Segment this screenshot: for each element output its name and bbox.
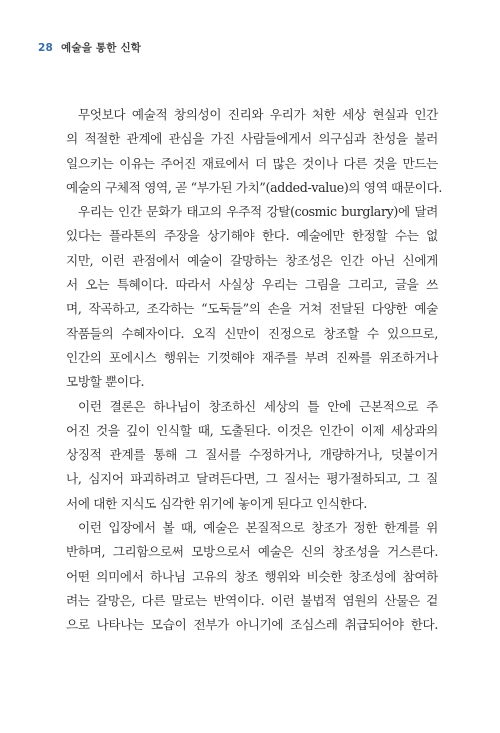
text-line: 있다는 플라톤의 주장을 상기해야 한다. 예술에만 한정할 수는 없 xyxy=(66,228,438,244)
book-title: 예술을 통한 신학 xyxy=(61,42,142,54)
text-line: 인간의 포에시스 행위는 기껏해야 재주를 부려 진짜를 위조하거나 xyxy=(66,349,438,365)
text-line: 지만, 이런 관점에서 예술이 갈망하는 창조성은 인간 아닌 신에게 xyxy=(66,252,438,268)
paragraph-4 xyxy=(66,516,438,637)
text-line: 이런 결론은 하나님이 창조하신 세상의 틀 안에 근본적으로 주 xyxy=(78,398,438,414)
running-head xyxy=(38,40,141,55)
page-number: 28 xyxy=(38,42,54,54)
text-line: 우리는 인간 문화가 태고의 우주적 강탈(cosmic burglary)에 달려 xyxy=(78,204,438,220)
text-line: 어떤 의미에서 하나님 고유의 창조 행위와 비슷한 창조성에 참여하 xyxy=(66,568,438,584)
text-line: 무엇보다 예술적 창의성이 진리와 우리가 처한 세상 현실과 인간 xyxy=(78,107,438,122)
text-line: 려는 갈망은, 다른 말로는 반역이다. 이런 불법적 염원의 산물은 겉 xyxy=(66,592,438,608)
paragraph-1 xyxy=(66,103,443,200)
text-line: 예술의 구체적 영역, 곧 “부가된 가치”(added-value)의 영역 때문이다. xyxy=(66,179,443,195)
text-line: 반하며, 그리함으로써 모방으로서 예술은 신의 창조성을 거스른다. xyxy=(66,544,438,560)
text-line: 의 적절한 관계에 관심을 가진 사람들에게서 의구심과 찬성을 불러 xyxy=(66,131,438,147)
text-line: 서 오는 특혜이다. 따라서 사실상 우리는 그림을 그리고, 글을 쓰 xyxy=(66,277,438,293)
paragraph-2 xyxy=(66,200,438,394)
text-line: 나, 심지어 파괴하려고 달려든다면, 그 질서는 평가절하되고, 그 질 xyxy=(66,471,438,487)
body-text xyxy=(66,103,443,638)
text-line: 어진 것을 깊이 인식할 때, 도출된다. 이것은 인간이 이제 세상과의 xyxy=(66,422,438,438)
text-line: 서에 대한 지식도 심각한 위기에 놓이게 된다고 인식한다. xyxy=(66,495,367,511)
text-line: 며, 작곡하고, 조각하는 “도둑들”의 손을 거쳐 전달된 다양한 예술 xyxy=(66,301,438,317)
text-line: 작품들의 수혜자이다. 오직 신만이 진정으로 창조할 수 있으므로, xyxy=(66,325,438,341)
text-line: 이런 입장에서 볼 때, 예술은 본질적으로 창조가 정한 한계를 위 xyxy=(78,520,438,536)
text-line: 으로 나타나는 모습이 전부가 아니기에 조심스레 취급되어야 한다. xyxy=(66,617,438,633)
text-line: 상징적 관계를 통해 그 질서를 수정하거나, 개량하거나, 덧붙이거 xyxy=(66,447,438,463)
text-line: 모방할 뿐이다. xyxy=(66,374,145,390)
paragraph-3 xyxy=(66,395,438,516)
text-line: 일으키는 이유는 주어진 재료에서 더 많은 것이나 다른 것을 만드는 xyxy=(66,155,438,171)
